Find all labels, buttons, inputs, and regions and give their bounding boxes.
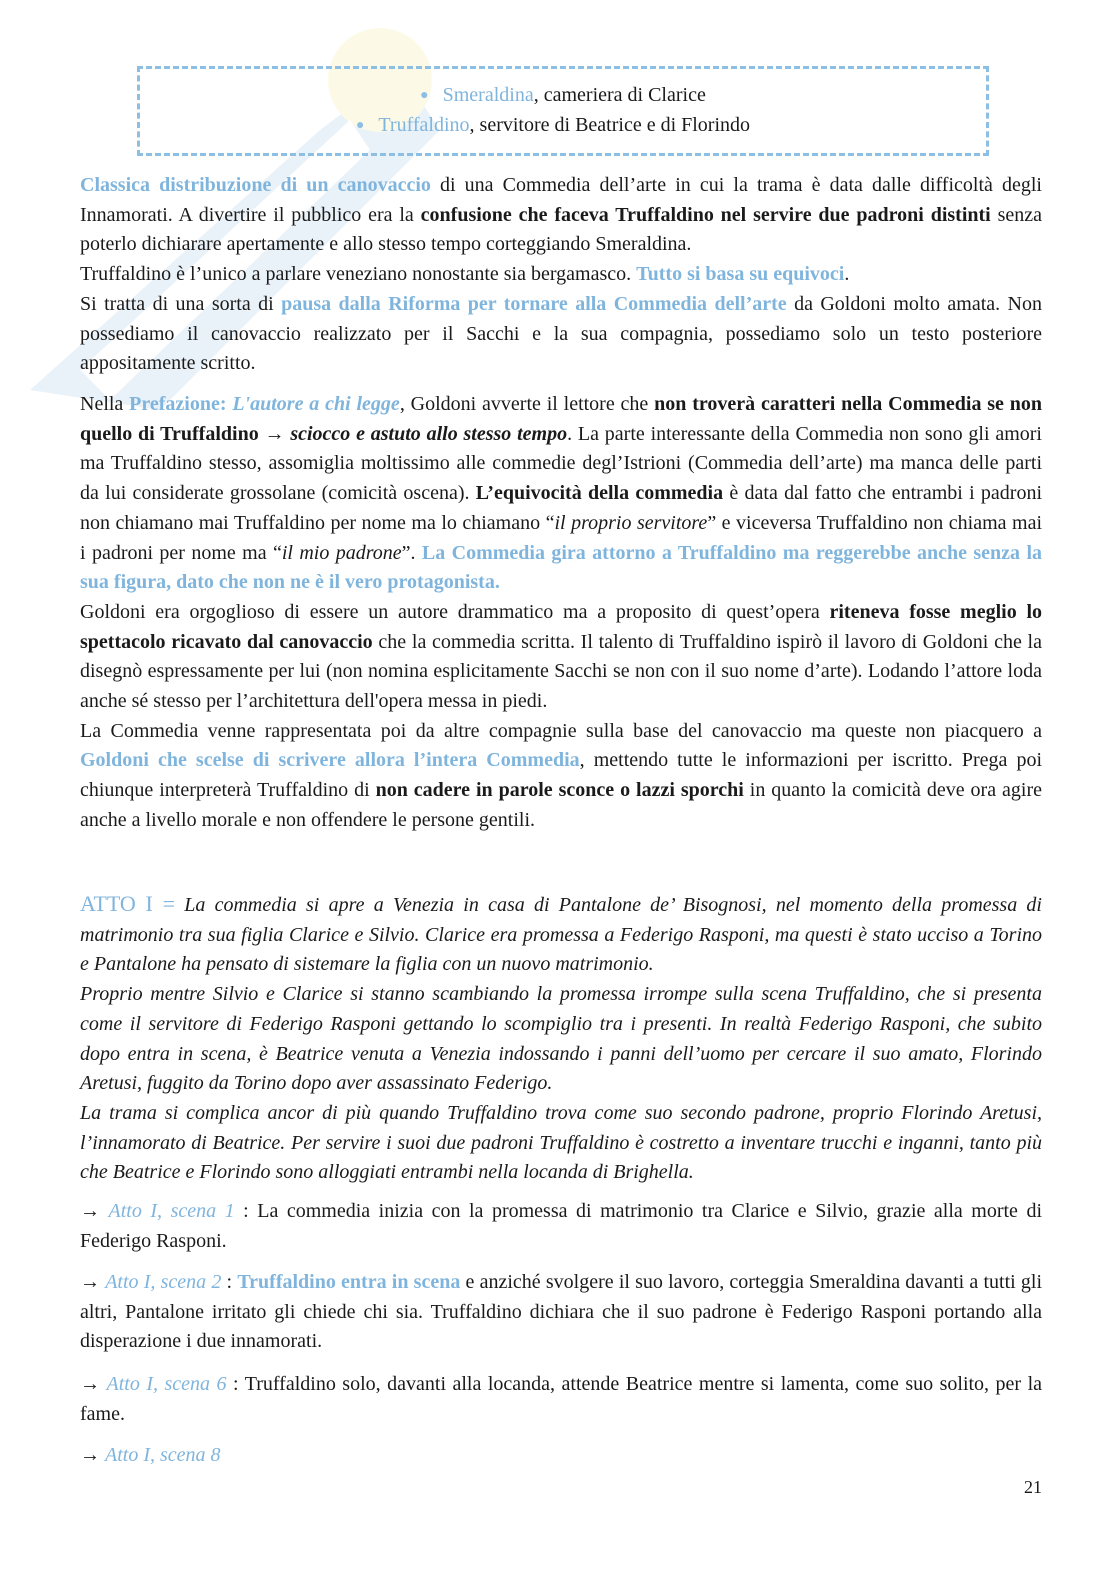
scene-6: → Atto I, scena 6 : Truffaldino solo, davanti alla locanda, attende Beatrice mentre si lamenta, come suo solito, per la fame. <box>80 1373 1043 1425</box>
paragraph-canovaccio: Classica distribuzione di un canovaccio di una Commedia dell’arte in cui la trama è data dalle difficoltà degli Innamorati. A divertire il pubblico era la confusione che faceva Truffaldino nel servire due padroni distinti senza poterlo dichiarare apertamente e allo stesso tempo corteggiando Smeraldina. <box>80 174 1043 256</box>
cast-item-truffaldino: ● Truffaldino, servitore di Beatrice e di Florindo <box>355 114 751 136</box>
paragraph-veneziano: Truffaldino è l’unico a parlare veneziano nonostante sia bergamasco. Tutto si basa su equivoci. <box>80 263 850 286</box>
atto-summary: ATTO I = La commedia si apre a Venezia in casa di Pantalone de’ Bisognosi, nel momento della promessa di matrimonio tra sua figlia Clarice e Silvio. Clarice era promessa a Federigo Rasponi, ma questi è stato ucciso a Torino e Pantalone ha pensato di sistemare la figlia con un nuovo matrimonio. <box>80 891 1042 976</box>
atto-plot-2: Proprio mentre Silvio e Clarice si stanno scambiando la promessa irrompe sulla scena Truffaldino, che si presenta come il servitore di Federigo Rasponi gettando lo scompiglio tra i presenti. In realtà Federigo Rasponi, che subito dopo entra in scena, è Beatrice venuta a Venezia indossando i panni dell’uomo per cercare il suo amato, Florindo Aretusi, fuggito da Torino dopo aver assassinato Federigo. <box>80 983 1042 1095</box>
atto-plot-3: La trama si complica ancor di più quando Truffaldino trova come suo secondo padrone, proprio Florindo Aretusi, l’innamorato di Beatrice. Per servire i suoi due padroni Truffaldino è costretto a inventare trucchi e inganni, tanto più che Beatrice e Florindo sono alloggiati entrambi nella locanda di Brighella. <box>80 1101 1042 1184</box>
scene-2: → Atto I, scena 2 : Truffaldino entra in scena e anziché svolgere il suo lavoro, corteggia Smeraldina davanti a tutti gli altri, Pantalone irritato gli chiede chi sia. Truffaldino dichiara che il suo padrone è Federigo Rasponi portando alla disperazione i due innamorati. <box>80 1271 1042 1353</box>
paragraph-riforma: Si tratta di una sorta di pausa dalla Riforma per tornare alla Commedia dell’arte da Goldoni molto amata. Non possediamo il canovaccio realizzato per il Sacchi e la sua compagnia, possediamo solo un testo posteriore appositamente scritto. <box>80 292 1043 375</box>
arrow-icon: → <box>80 1200 109 1222</box>
bullet-icon: ● <box>355 118 365 133</box>
paragraph-orgoglio: Goldoni era orgoglioso di essere un autore drammatico ma a proposito di quest’opera riteneva fosse meglio lo spettacolo ricavato dal canovaccio che la commedia scritta. Il talento di Truffaldino ispirò il lavoro di Goldoni che la disegnò espressamente per lui (non nomina esplicitamente Sacchi se non con il suo nome d’arte). Lodando l’attore loda anche sé stesso per l’architettura dell'opera messa in piedi. <box>80 600 1043 713</box>
prefazione-paragraphs <box>80 390 1042 836</box>
arrow-icon: → <box>80 1373 107 1395</box>
scene-8: → Atto I, scena 8 <box>80 1444 221 1466</box>
intro-paragraphs <box>80 171 1042 379</box>
page-number: 21 <box>1024 1477 1042 1497</box>
paragraph-prefazione: Nella Prefazione: L'autore a chi legge, Goldoni avverte il lettore che non troverà caratteri nella Commedia se non quello di Truffaldino → sciocco e astuto allo stesso tempo. La parte interessante della Commedia non sono gli amori ma Truffaldino stesso, assomiglia moltissimo alle commedie degl’Istrioni (Commedia dell’arte) ma manca delle parti da lui considerate grossolane (comicità oscena). L’equivocità della commedia è data dal fatto che entrambi i padroni non chiamano mai Truffaldino per nome ma lo chiamano “il proprio servitore” e viceversa Truffaldino non chiama mai i padroni per nome ma “il mio padrone”. La Commedia gira attorno a Truffaldino ma reggerebbe anche senza la sua figura, dato che non ne è il vero protagonista. <box>80 393 1043 594</box>
cast-item-smeraldina: ● Smeraldina, cameriera di Clarice <box>420 84 706 106</box>
arrow-icon: → <box>80 1271 106 1293</box>
paragraph-compagnie: La Commedia venne rappresentata poi da altre compagnie sulla base del canovaccio ma queste non piacquero a Goldoni che scelse di scrivere allora l’intera Commedia, mettendo tutte le informazioni per iscritto. Prega poi chiunque interpreterà Truffaldino di non cadere in parole sconce o lazzi sporchi in quanto la comicità deve ora agire anche a livello morale e non offendere le persone gentili. <box>80 719 1042 831</box>
bullet-icon: ● <box>420 88 429 103</box>
cast-box <box>137 66 989 156</box>
arrow-icon: → <box>80 1444 105 1466</box>
scene-1: → Atto I, scena 1 : La commedia inizia con la promessa di matrimonio tra Clarice e Silvio, grazie alla morte di Federigo Rasponi. <box>80 1200 1043 1252</box>
atto-section <box>80 889 1042 1188</box>
